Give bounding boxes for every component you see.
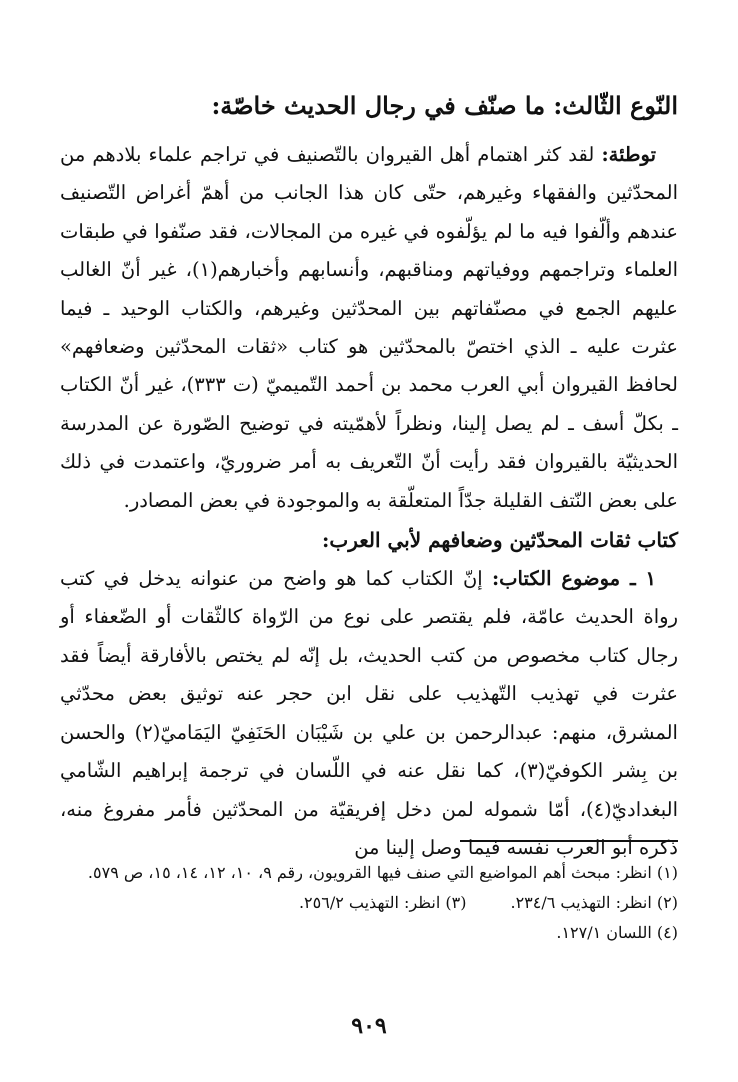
footnote-1: (١) انظر: مبحث أهم المواضيع التي صنف فيها القرويون، رقم ٩، ١٠، ١٢، ١٤، ١٥، ص ٥٧٩. xyxy=(87,863,678,882)
topic-lead: ١ ـ موضوع الكتاب: xyxy=(491,567,657,591)
page xyxy=(60,78,678,1082)
topic-paragraph xyxy=(60,560,678,867)
footnote-3: (٣) انظر: التهذيب ٢٥٦/٢. xyxy=(298,893,467,912)
section-title: النّوع الثّالث: ما صنّف في رجال الحديث خاصّة: xyxy=(211,91,678,120)
body-text xyxy=(60,136,678,867)
intro-paragraph xyxy=(60,136,678,520)
subheading: كتاب ثقات المحدّثين وضعافهم لأبي العرب: xyxy=(321,528,678,553)
intro-text: لقد كثر اهتمام أهل القيروان بالتّصنيف في تراجم علماء بلادهم من المحدّثين والفقهاء وغيرهم، حتّى كان هذا الجانب من أهمّ أغراض التّصنيف عندهم وألّفوا فيه ما لم يؤلّفوه في غيره من المجالات، فقد صنّفوا في طبقات العلماء وتراجمهم ووفياتهم ومناقبهم، وأنسابهم وأخبارهم(١)، غير أنّ الغالب عليهم الجمع في مصنّفاتهم بين المحدّثين وغيرهم، والكتاب الوحيد ـ فيما عثرت عليه ـ الذي اختصّ بالمحدّثين هو كتاب «ثقات المحدّثين وضعافهم» لحافظ القيروان أبي العرب محمد بن أحمد التّميميّ (ت ٣٣٣)، غير أنّ الكتاب ـ بكلّ أسف ـ لم يصل إلينا، ونظراً لأهمّيته في توضيح الصّورة عن المدرسة الحديثيّة بالقيروان فقد رأيت أنّ التّعريف به أمر ضروريّ، واعتمدت في ذلك على بعض النّتف القليلة جدّاً المتعلّقة به والموجودة في بعض المصادر. xyxy=(60,143,679,512)
footnote-divider xyxy=(460,840,678,842)
footnote-2: (٢) انظر: التهذيب ٢٣٤/٦. xyxy=(510,893,678,912)
footnote-row xyxy=(60,888,678,918)
page-number: ٩٠٩ xyxy=(351,1013,387,1039)
intro-lead: توطئة: xyxy=(601,143,657,166)
footnotes xyxy=(60,840,678,948)
footnote-4: (٤) اللسان ١٢٧/١. xyxy=(556,923,678,942)
topic-text: إنّ الكتاب كما هو واضح من عنوانه يدخل في كتب رواة الحديث عامّة، فلم يقتصر على نوع من الرّواة كالثّقات أو الضّعفاء أو رجال كتاب مخصوص من كتب الحديث، بل إنّه لم يختص بالأفارقة أيضاً فقد عثرت في تهذيب التّهذيب على نقل ابن حجر عنه توثيق بعض محدّثي المشرق، منهم: عبدالرحمن بن علي بن شَيْبَان الحَنَفِيّ اليَمَاميّ(٢) والحسن بن بِشر الكوفيّ(٣)، كما نقل عنه في اللّسان في ترجمة إبراهيم الشّامي البغداديّ(٤)، أمّا شموله لمن دخل إفريقيّة من المحدّثين فأمر مفروغ منه، ذكره أبو العرب نفسه فيما وصل إلينا من xyxy=(60,567,679,859)
